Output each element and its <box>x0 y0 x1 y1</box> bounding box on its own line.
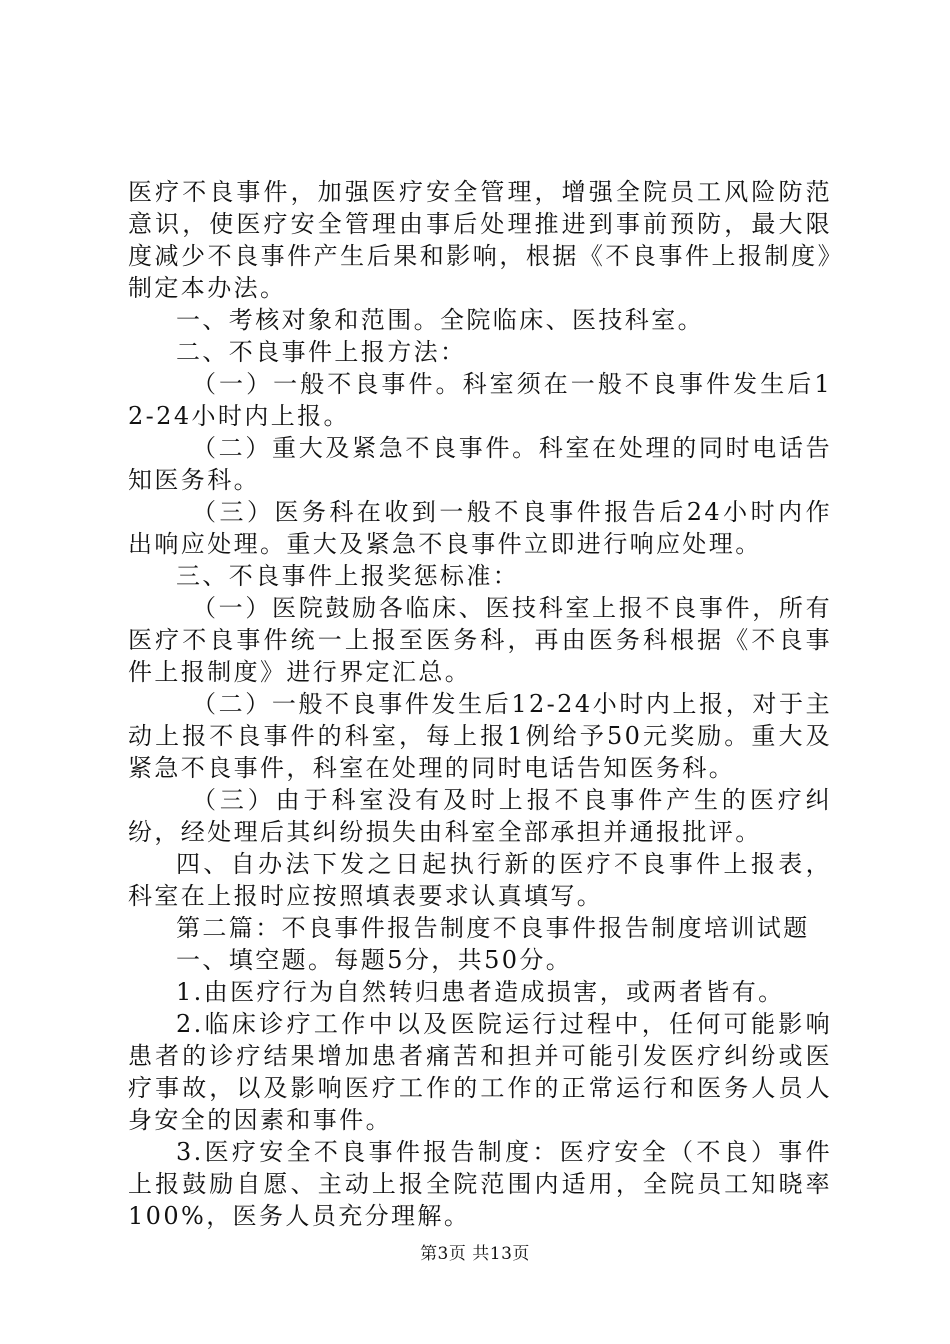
list-item-3-2: （二）一般不良事件发生后12-24小时内上报，对于主动上报不良事件的科室，每上报1例给予50元奖励。重大及紧急不良事件，科室在处理的同时电话告知医务科。 <box>128 690 832 782</box>
quiz-section-heading: 一、填空题。每题5分，共50分。 <box>176 946 573 974</box>
section-heading-1: 一、考核对象和范围。全院临床、医技科室。 <box>176 306 704 334</box>
list-item-2-2: （二）重大及紧急不良事件。科室在处理的同时电话告知医务科。 <box>128 434 832 494</box>
quiz-item-3: 3.医疗安全不良事件报告制度：医疗安全（不良）事件上报鼓励自愿、主动上报全院范围内适用，全院员工知晓率100%，医务人员充分理解。 <box>128 1138 832 1230</box>
paragraph-continuation: 医疗不良事件，加强医疗安全管理，增强全院员工风险防范意识，使医疗安全管理由事后处理推进到事前预防，最大限度减少不良事件产生后果和影响，根据《不良事件上报制度》制定本办法。 <box>128 178 832 302</box>
quiz-item-1: 1.由医疗行为自然转归患者造成损害，或两者皆有。 <box>176 978 785 1006</box>
list-item-3-3: （三）由于科室没有及时上报不良事件产生的医疗纠纷，经处理后其纠纷损失由科室全部承担并通报批评。 <box>128 786 832 846</box>
document-body <box>128 176 832 1232</box>
page-number-footer: 第3页 共13页 <box>420 1244 530 1264</box>
list-item-3-1: （一）医院鼓励各临床、医技科室上报不良事件，所有医疗不良事件统一上报至医务科，再由医务科根据《不良事件上报制度》进行界定汇总。 <box>128 594 832 686</box>
chapter-title: 第二篇：不良事件报告制度不良事件报告制度培训试题 <box>176 914 810 942</box>
section-heading-3: 三、不良事件上报奖惩标准： <box>176 562 520 590</box>
list-item-2-3: （三）医务科在收到一般不良事件报告后24小时内作出响应处理。重大及紧急不良事件立即进行响应处理。 <box>128 498 832 558</box>
section-heading-4: 四、自办法下发之日起执行新的医疗不良事件上报表，科室在上报时应按照填表要求认真填写。 <box>128 850 832 910</box>
section-heading-2: 二、不良事件上报方法： <box>176 338 467 366</box>
list-item-2-1: （一）一般不良事件。科室须在一般不良事件发生后12-24小时内上报。 <box>128 370 832 430</box>
quiz-item-2: 2.临床诊疗工作中以及医院运行过程中，任何可能影响患者的诊疗结果增加患者痛苦和担并可能引发医疗纠纷或医疗事故，以及影响医疗工作的工作的正常运行和医务人员人身安全的因素和事件。 <box>128 1010 832 1134</box>
